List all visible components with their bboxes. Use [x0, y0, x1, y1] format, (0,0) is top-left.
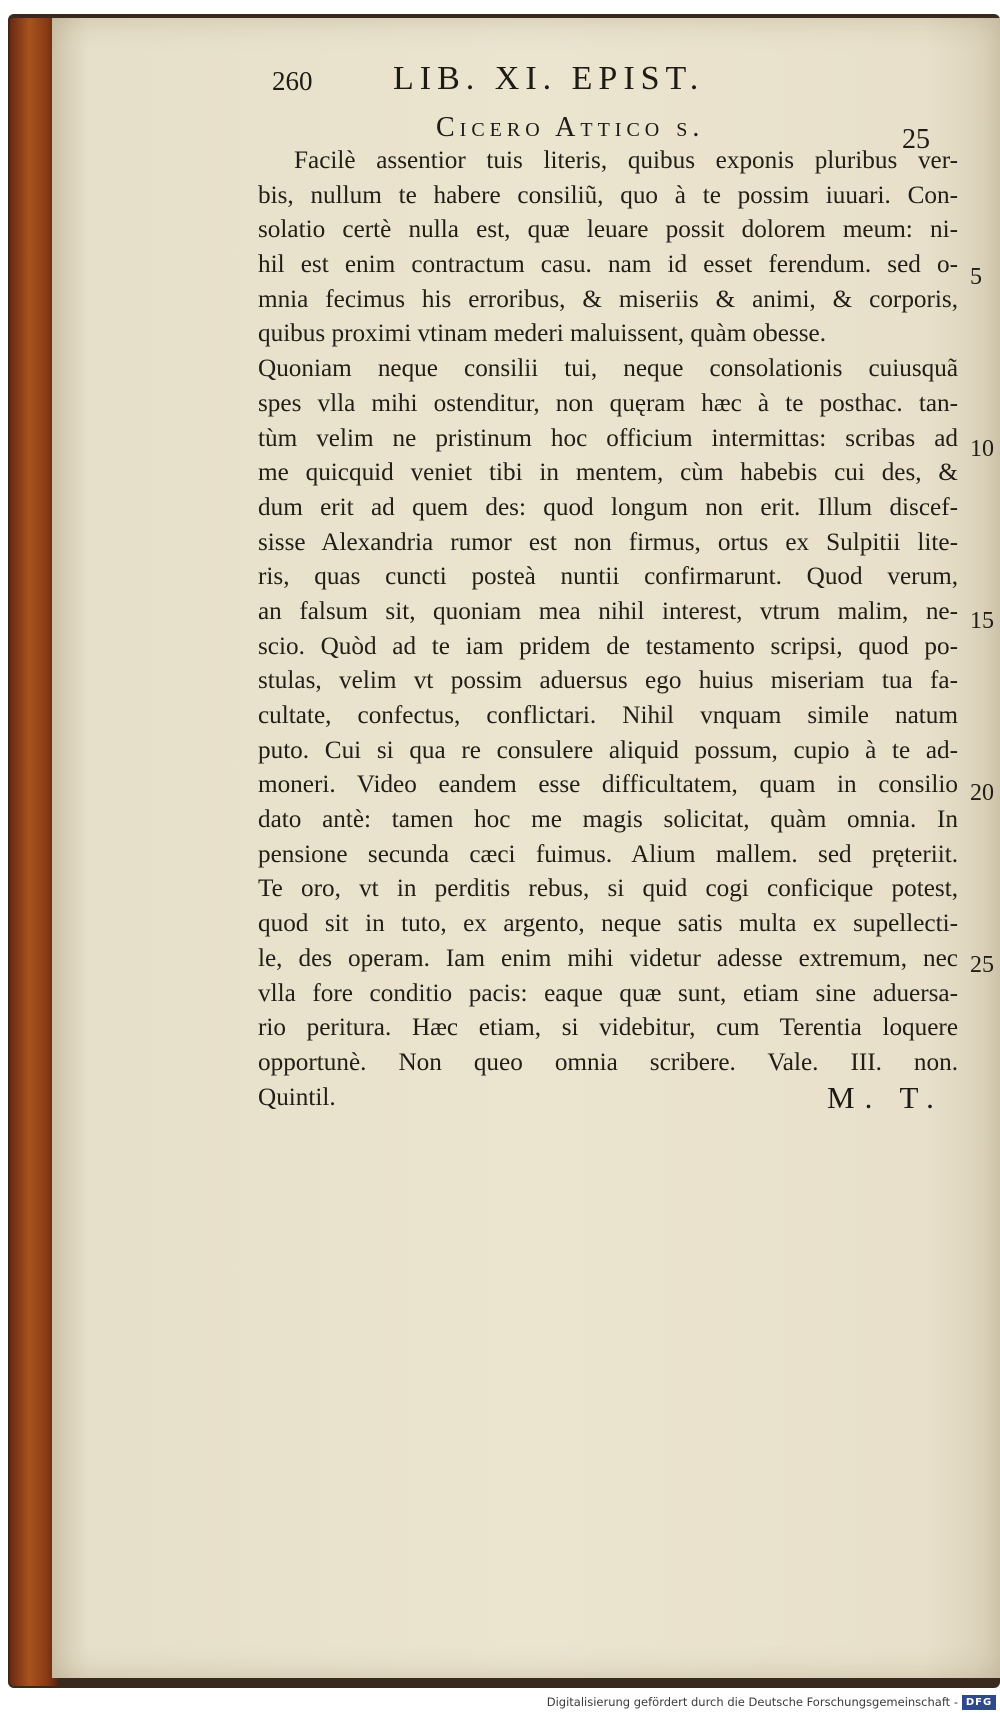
text-line: Te oro, vt in perditis rebus, si quid cogi conficique potest, — [258, 875, 958, 903]
text-line: le, des operam. Iam enim mihi videtur adesse extremum, nec — [258, 944, 958, 972]
margin-number: 5 — [970, 264, 982, 290]
text-line: Quoniam neque consilii tui, neque consolationis cuiusquã — [258, 355, 958, 383]
text-line: bis, nullum te habere consiliũ, quo à te possim iuuari. Con- — [258, 181, 958, 209]
margin-number: 15 — [970, 608, 994, 634]
text-line: rio peritura. Hæc etiam, si videbitur, cum Terentia loquere — [258, 1014, 958, 1042]
margin-number: 10 — [970, 436, 994, 462]
text-line: ris, quas cuncti posteà nuntii confirmarunt. Quod verum, — [258, 563, 958, 591]
funding-credit: Digitalisierung gefördert durch die Deutsche Forschungsgemeinschaft - — [546, 1695, 958, 1709]
text-line: opportunè. Non queo omnia scribere. Vale. III. non. — [258, 1048, 958, 1076]
margin-number: 20 — [970, 780, 994, 806]
text-line: an falsum sit, quoniam mea nihil interest, vtrum malim, ne- — [258, 597, 958, 625]
text-line: stulas, velim vt possim aduersus ego huius miseriam tua fa- — [258, 667, 958, 695]
text-line: scio. Quòd ad te iam pridem de testamento scripsi, quod po- — [258, 632, 958, 660]
text-line: cultate, confectus, conflictari. Nihil vnquam simile natum — [258, 702, 958, 729]
dfg-logo: DFG — [962, 1695, 996, 1710]
text-line: solatio certè nulla est, quæ leuare possit dolorem meum: ni- — [258, 216, 958, 244]
text-line: dato antè: tamen hoc me magis solicitat, quàm omnia. In — [258, 806, 958, 834]
text-line: vlla fore conditio pacis: eaque quæ sunt, etiam sine aduersa- — [258, 979, 958, 1007]
letter-heading: Cicero Attico s. — [436, 112, 705, 143]
book-spine — [10, 18, 58, 1686]
text-line: moneri. Video eandem esse difficultatem, quam in consilio — [258, 771, 958, 799]
page-number: 260 — [272, 66, 313, 96]
text-line: sisse Alexandria rumor est non firmus, ortus ex Sulpitii lite- — [258, 528, 958, 556]
text-line: quibus proximi vtinam mederi maluissent, quàm obesse. — [258, 320, 827, 348]
running-head-text: LIB. XI. EPIST. — [393, 60, 705, 97]
letter-body — [258, 144, 958, 1115]
text-line: pensione secunda cæci fuimus. Alium mallem. sed pręteriit. — [258, 840, 958, 868]
text-line: hil est enim contractum casu. nam id esset ferendum. sed o- — [258, 251, 958, 279]
catchword: M. T. — [827, 1080, 944, 1115]
text-line: tùm velim ne pristinum hoc officium intermittas: scribas ad — [258, 424, 958, 452]
text-line: me quicquid veniet tibi in mentem, cùm habebis cui des, & — [258, 459, 958, 487]
text-line: mnia fecimus his erroribus, & miseriis & animi, & corporis, — [258, 285, 958, 313]
text-line: spes vlla mihi ostenditur, non quęram hæc à te posthac. tan- — [258, 389, 958, 417]
text-line: puto. Cui si qua re consulere aliquid possum, cupio à te ad- — [258, 736, 958, 764]
text-line: quod sit in tuto, ex argento, neque satis multa ex supellecti- — [258, 910, 958, 938]
text-line: Quintil. — [258, 1083, 336, 1111]
letter-number: 25 — [902, 124, 930, 155]
text-line: dum erit ad quem des: quod longum non erit. Illum discef- — [258, 493, 958, 521]
margin-number: 25 — [970, 952, 994, 978]
running-head — [275, 60, 704, 98]
text-line: Facilè assentior tuis literis, quibus exponis pluribus ver- — [294, 147, 958, 174]
